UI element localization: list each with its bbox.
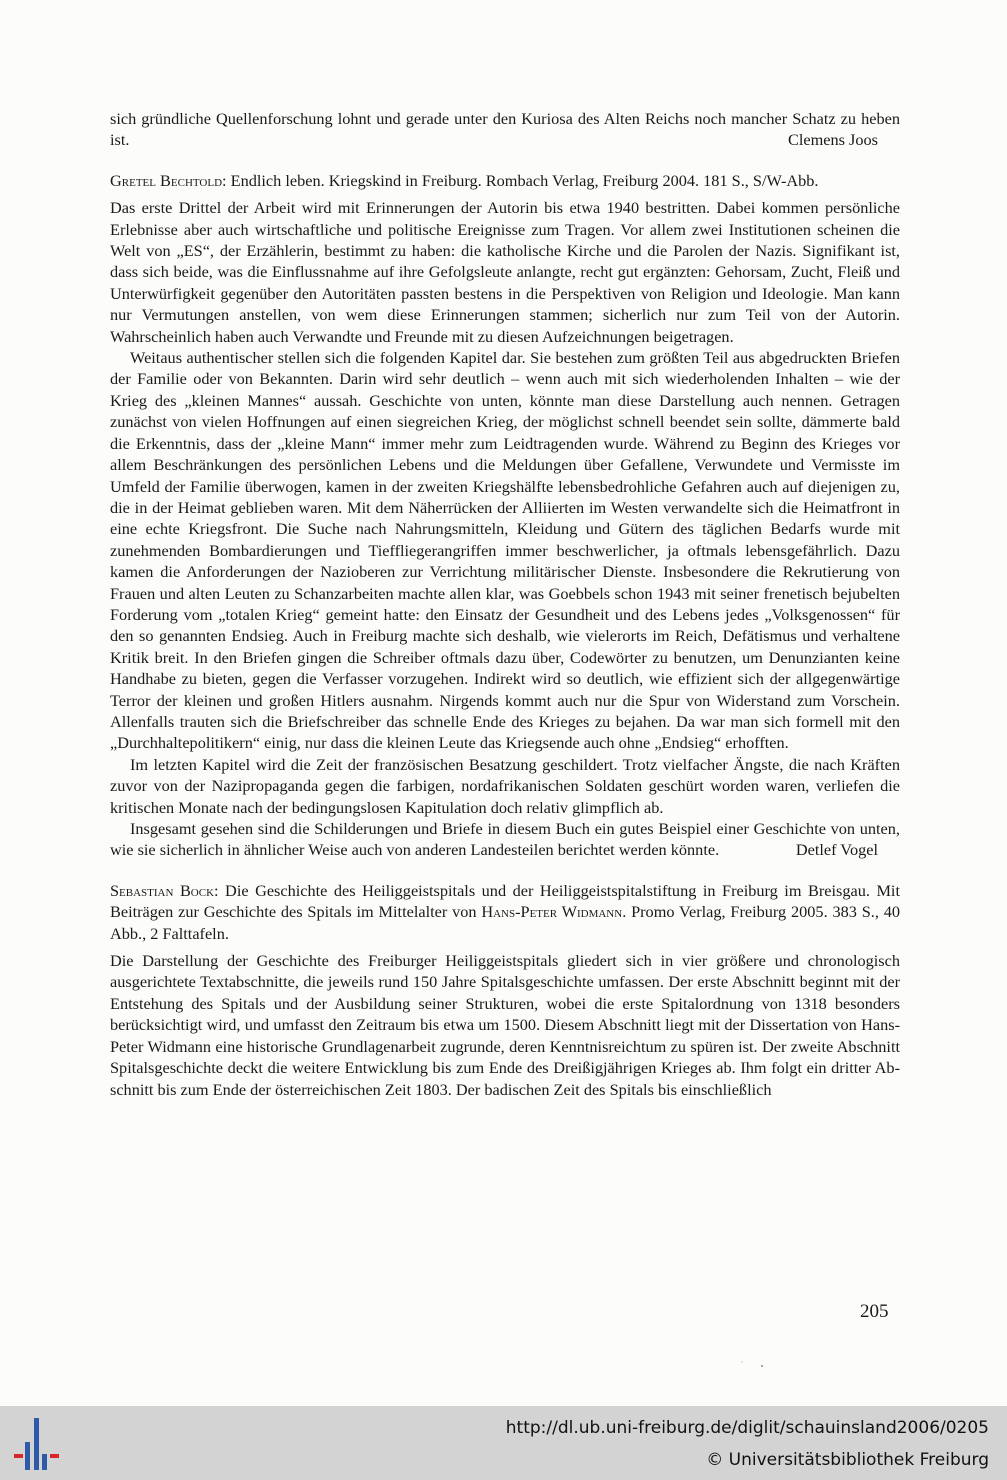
signature: Detlef Vogel [795, 840, 878, 860]
coauthor-name: Hans-Peter Widmann [481, 902, 623, 922]
intro-text: sich gründliche Quellenforschung lohnt und gerade unter den Kuriosa des Alten Reichs noch mancher Schatz zu heben ist. [110, 109, 900, 150]
intro-paragraph [110, 108, 900, 151]
review-paragraph: Das erste Drittel der Arbeit wird mit Erinnerungen der Autorin bis etwa 1940 bestritten. Dabei kommen persönliche Erlebnisse aber auch wirtschaftliche und politische Ereignisse zum Tragen. Vor allem zwei Institutionen scheinen die Welt von „ES“, der Erzählerin, bestimmt zu haben: die katholische Kirche und die Parolen der Nazis. Signifikant ist, dass sich beide, was die Einflussnahme auf ihre Gefolgsleute anlangte, recht gut ergänzten: Gehorsam, Zucht, Fleiß und Unterwürfigkeit gegenüber den Autoritäten passten bestens in die Perspektiven von Religion und Ideologie. Man kann nur Vermutungen anstellen, von wem diese Erinnerungen stammen; sicherlich nur zum Teil von der Autorin. Wahrscheinlich haben auch Verwandte und Freunde mit zu diesen Aufzeichnungen beigetragen. [110, 198, 900, 346]
citation-text: . Promo Verlag, Freiburg 2005. 383 S., 40 Abb., 2 Falttafeln. [110, 902, 900, 943]
review-citation [110, 880, 900, 944]
footer-bar [0, 1406, 1007, 1480]
review-author: Gretel Bechtold [110, 170, 223, 190]
review-paragraph: Weitaus authentischer stellen sich die folgenden Kapitel dar. Sie bestehen zum größten Teil aus abgedruckten Briefen der Familie oder von Bekannten. Darin wird sehr deutlich – wenn auch mit sich wiederholenden Inhalten – wie der Krieg des „kleinen Mannes“ aussah. Geschichte von unten, könnte man diese Darstellung auch nennen. Getragen zunächst von vielen Hoffnungen auf einen siegreichen Krieg, der möglichst schnell beendet sein sollte, dämmerte bald die Erkenntnis, dass der „kleine Mann“ immer mehr zum Leidtragenden wurde. Während zu Beginn des Krieges vor allem Beschränkungen des persönlichen Lebens und die Meldungen über Gefallene, Verwundete und Vermisste im Umfeld der Familie überwogen, kamen in der zweiten Kriegshälfte lebensbedrohliche Gefahren auch auf diejenigen zu, die in der Heimat geblieben waren. Mit dem Näherrücken der Alliierten im Westen verwandelte sich die Heimatfront in eine echte Kriegsfront. Die Suche nach Nahrungsmitteln, Kleidung und Gütern des täglichen Bedarfs wurde mit zunehmenden Bombardierungen und Tieffliegerangriffen immer beschwerlicher, ja oftmals lebensgefährlich. Dazu kamen die Anforderungen der Nazioberen zur Verrichtung militärischer Dienste. Insbesondere die Rekrutierung von Frauen und alten Leuten zu Schanzarbeiten machte allen klar, was Goebbels schon 1943 mit seiner frenetisch bejubelten Forderung vom „totalen Krieg“ gemeint hatte: den Einsatz der Gesundheit und des Lebens jedes „Volksgenossen“ für den so genannten Endsieg. Auch in Freiburg machte sich deshalb, wie vielerorts im Reich, Defätismus und verhaltene Kritik breit. In den Briefen gingen die Schreiber oftmals dazu über, Codewörter zu benutzen, um Denunzianten keine Handhabe zu bieten, gegen die Verfasser vorzugehen. Indirekt wird so deutlich, wie effizient sich der allgegenwärtige Terror der kleinen und großen Hitlers ausnahm. Nirgends kommt auch nur die Spur von Widerstand zum Vorschein. Allenfalls trauten sich die Briefschreiber das schnelle Ende des Krieges zu bejahen. Da war man sich formell mit den „Durchhaltepolitikern“ einig, nur dass die kleinen Leute das Kriegsende auch ohne „Endsieg“ erhofften. [110, 348, 900, 753]
citation-text: : Endlich leben. Kriegskind in Freiburg. Rombach Verlag, Freiburg 2004. 181 S., S/W-Abb. [222, 170, 819, 190]
review-author: Sebastian Bock [110, 880, 215, 900]
review-paragraph: Insgesamt gesehen sind die Schilderungen und Briefe in diesem Buch ein gutes Beispiel einer Geschichte von unten, wie sie sicherlich in ähnlicher Weise auch von anderen Landesteilen berichtet werden könnte. [110, 819, 900, 860]
page-body [110, 108, 900, 1100]
citation-text: : Die Geschichte des Heiliggeistspitals und der Heiliggeistspitalstiftung in Freiburg im Breisgau. Mit Beiträgen zur Geschichte des Spitals im Mittelalter von [110, 880, 900, 922]
page-number: 205 [860, 1301, 889, 1322]
copyright-text: © Universitätsbibliothek Freiburg [706, 1450, 989, 1470]
review-citation [110, 170, 900, 191]
ub-freiburg-logo-icon [12, 1416, 62, 1472]
review-paragraph: Im letzten Kapitel wird die Zeit der französischen Besatzung geschildert. Trotz vielfacher Ängste, die nach Kräften zuvor von der Nazipropaganda gegen die farbigen, nordafrikanischen Soldaten geschürt worden waren, verliefen die kritischen Monate nach der bedingungslosen Kapitulation doch relativ glimpflich ab. [110, 754, 900, 817]
signature: Clemens Joos [787, 130, 878, 150]
scan-specks [730, 1358, 770, 1378]
source-url-link[interactable]: http://dl.ub.uni-freiburg.de/diglit/schauinsland2006/0205 [505, 1418, 989, 1438]
review-paragraph: Die Darstellung der Geschichte des Freiburger Heiliggeistspitals gliedert sich in vier größere und chronologisch ausgerichtete Textabschnitte, die jeweils rund 150 Jahre Spitalsgeschichte umfassen. Der erste Abschnitt beginnt mit der Entstehung des Spitals und der Ausbildung seiner Strukturen, wobei die erste Spitalordnung von 1318 besonders berücksichtigt wird, und umfasst den Zeitraum bis etwa um 1500. Diesem Abschnitt liegt mit der Dissertation von Hans-Peter Widmann eine historische Grundlagenarbeit zugrunde, deren Kenntnisreichtum zu spüren ist. Der zweite Abschnitt Spitalsgeschichte deckt die weitere Entwicklung bis zum Ende des Dreißigjährigen Krieges ab. Ihm folgt ein dritter Abschnitt bis zum Ende der österreichischen Zeit 1803. Der badischen Zeit des Spitals bis einschließlich [110, 951, 900, 1099]
